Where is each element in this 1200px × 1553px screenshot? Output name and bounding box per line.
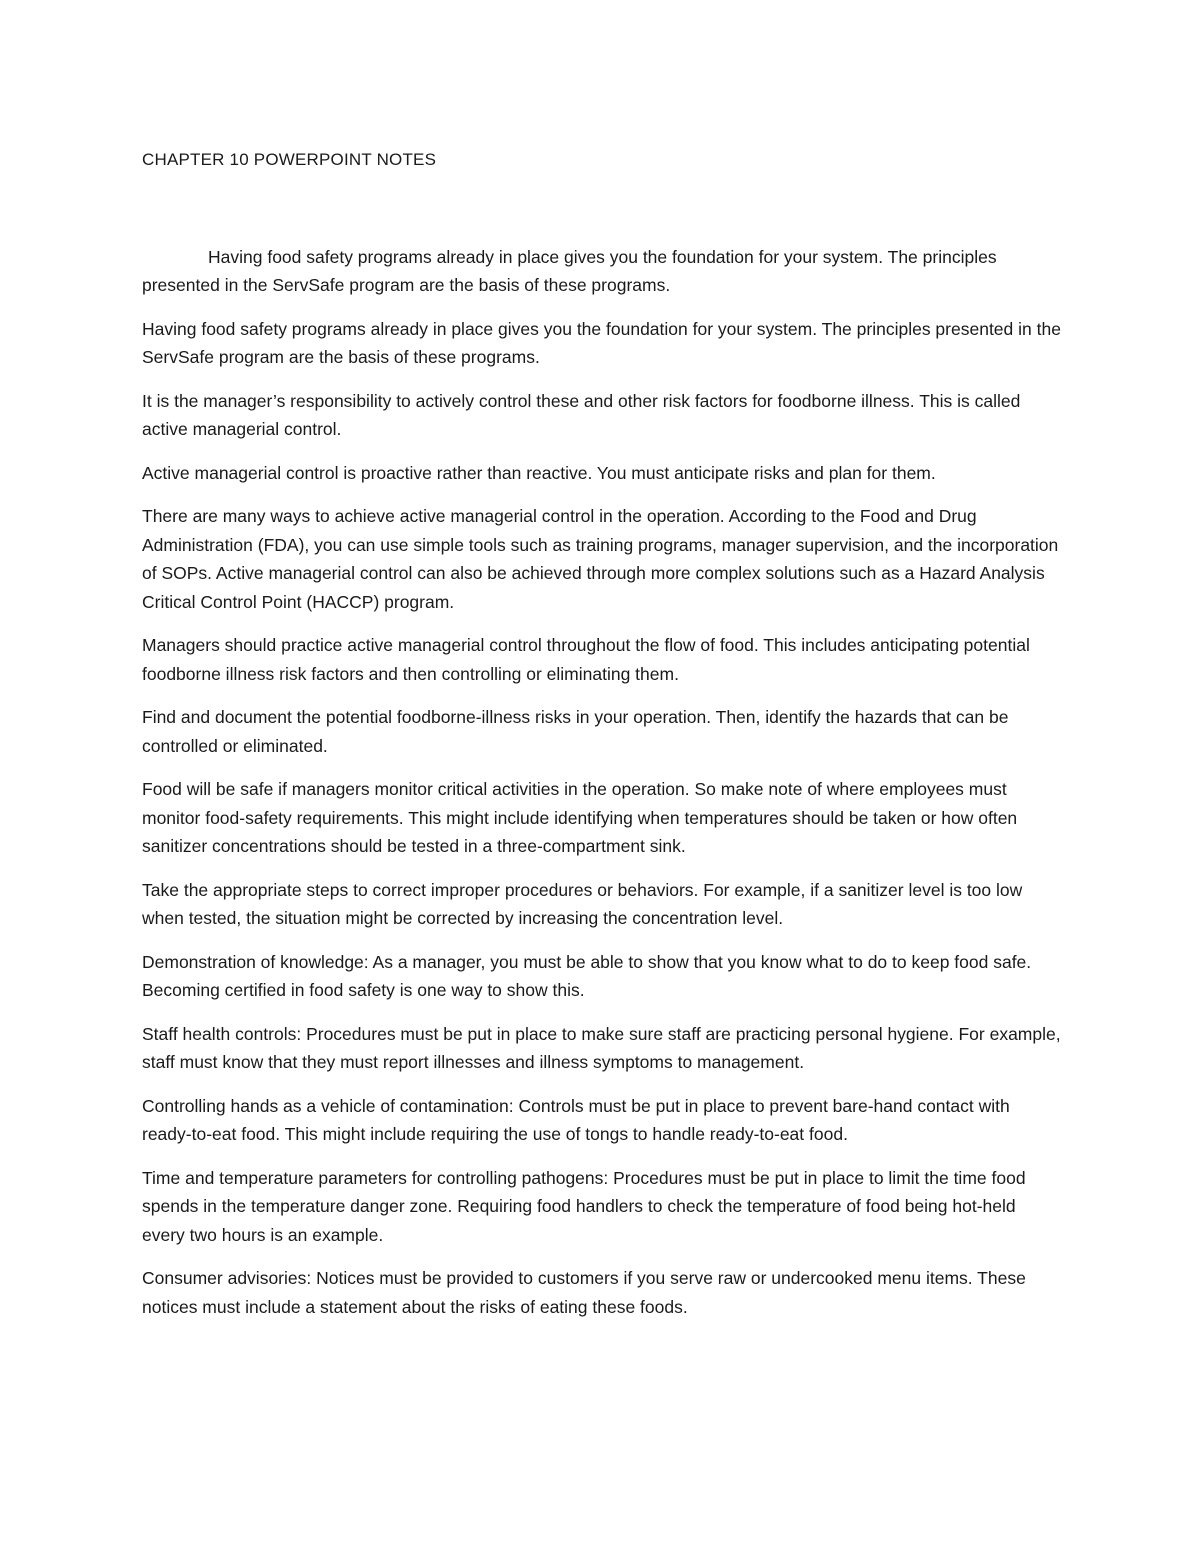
paragraph-5: There are many ways to achieve active managerial control in the operation. According to the Food and Drug Administration (FDA), you can use simple tools such as training programs, manager supervision, and the incorporation of SOPs. Active managerial control can also be achieved through more complex solutions such as a Hazard Analysis Critical Control Point (HACCP) program.: [142, 506, 1059, 612]
document-title: CHAPTER 10 POWERPOINT NOTES: [142, 150, 437, 169]
paragraph-12: Controlling hands as a vehicle of contamination: Controls must be put in place to prevent bare-hand contact with ready-to-eat food. This might include requiring the use of tongs to handle ready-to-eat food.: [142, 1095, 1010, 1144]
paragraph-1: Having food safety programs already in place gives you the foundation for your system. The principles presented in the ServSafe program are the basis of these programs.: [142, 246, 997, 295]
paragraph-10: Demonstration of knowledge: As a manager, you must be able to show that you know what to do to keep food safe. Becoming certified in food safety is one way to show this.: [142, 951, 1032, 1000]
paragraph-7: Find and document the potential foodborne-illness risks in your operation. Then, identify the hazards that can be controlled or eliminated.: [142, 707, 1009, 756]
paragraph-3: It is the manager’s responsibility to actively control these and other risk factors for foodborne illness. This is called active managerial control.: [142, 390, 1021, 439]
paragraph-14: Consumer advisories: Notices must be provided to customers if you serve raw or undercooked menu items. These notices must include a statement about the risks of eating these foods.: [142, 1268, 1026, 1317]
paragraph-6: Managers should practice active managerial control throughout the flow of food. This includes anticipating potential foodborne illness risk factors and then controlling or eliminating them.: [142, 635, 1030, 684]
paragraph-4: Active managerial control is proactive rather than reactive. You must anticipate risks and plan for them.: [142, 462, 936, 483]
paragraph-8: Food will be safe if managers monitor critical activities in the operation. So make note of where employees must monitor food-safety requirements. This might include identifying when temperatures should be taken or how often sanitizer concentrations should be tested in a three-compartment sink.: [142, 779, 1018, 856]
paragraph-9: Take the appropriate steps to correct improper procedures or behaviors. For example, if a sanitizer level is too low when tested, the situation might be corrected by increasing the concentration level.: [142, 879, 1023, 928]
document-body: [142, 146, 1062, 1336]
paragraph-2: Having food safety programs already in place gives you the foundation for your system. The principles presented in the ServSafe program are the basis of these programs.: [142, 318, 1061, 367]
paragraph-11: Staff health controls: Procedures must be put in place to make sure staff are practicing personal hygiene. For example, staff must know that they must report illnesses and illness symptoms to management.: [142, 1023, 1061, 1072]
paragraph-13: Time and temperature parameters for controlling pathogens: Procedures must be put in place to limit the time food spends in the temperature danger zone. Requiring food handlers to check the temperature of food being hot-held every two hours is an example.: [142, 1167, 1026, 1245]
